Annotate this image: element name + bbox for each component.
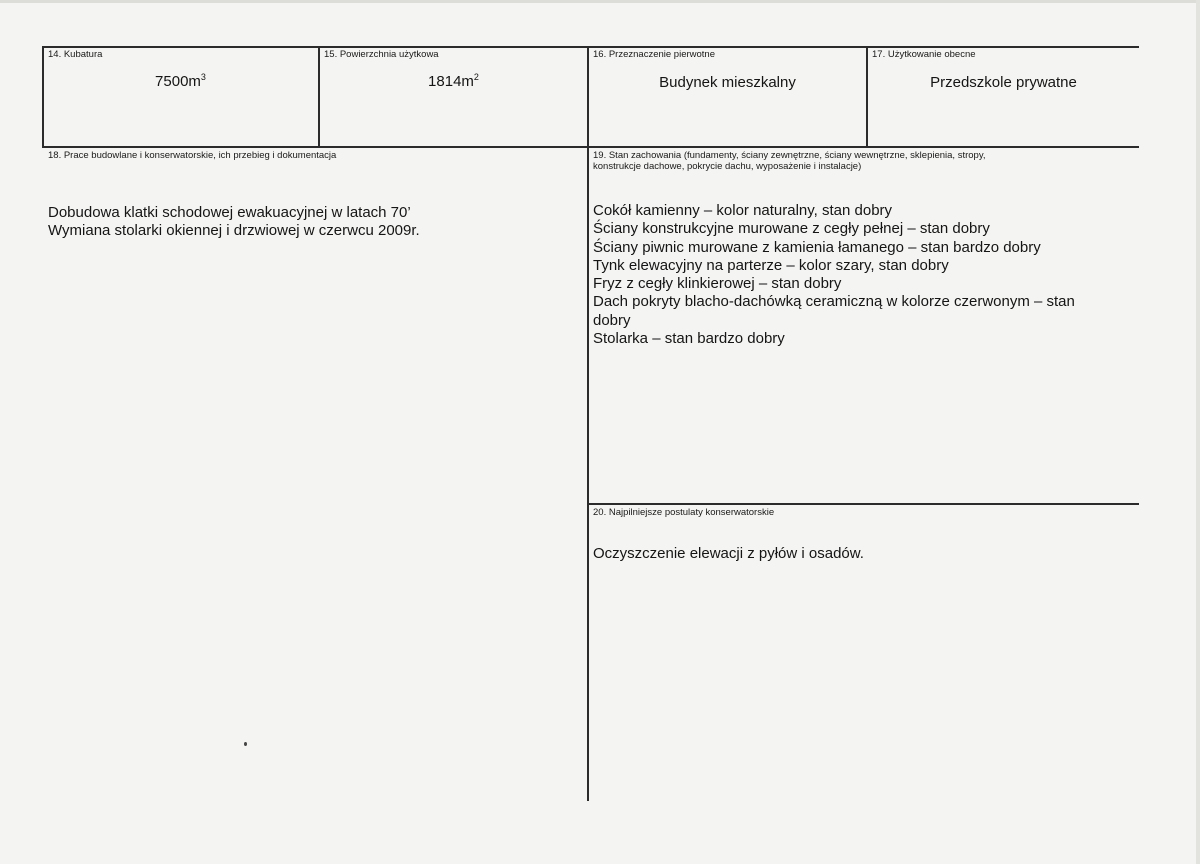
field-16-label: 16. Przeznaczenie pierwotne — [593, 49, 715, 60]
field-19-line: Stolarka – stan bardzo dobry — [593, 330, 785, 348]
volume-value: 7500m — [155, 73, 201, 90]
field-19-line: Cokół kamienny – kolor naturalny, stan dobry — [593, 202, 893, 219]
field-19-line: Tynk elewacyjny na parterze – kolor szary, stan dobry — [593, 256, 949, 274]
rule-top — [42, 46, 1139, 48]
field-18-line: Dobudowa klatki schodowej ewakuacyjnej w latach 70’ — [48, 204, 411, 221]
field-14-value — [43, 73, 318, 90]
field-14-label: 14. Kubatura — [48, 49, 103, 60]
field-18-content — [48, 204, 420, 241]
field-19-content — [593, 202, 1075, 348]
field-19-line: Dach pokryty blacho-dachówką ceramiczną w kolorze czerwonym – stan — [593, 293, 1075, 311]
field-20-line: Oczyszczenie elewacji z pyłów i osadów. — [593, 545, 864, 562]
field-19-line: Fryz z cegły klinkierowej – stan dobry — [593, 275, 842, 293]
rule-col1 — [318, 46, 320, 147]
field-18-label: 18. Prace budowlane i konserwatorskie, ich przebieg i dokumentacja — [48, 150, 337, 161]
field-19-label-line2: konstrukcje dachowe, pokrycie dachu, wyposażenie i instalacje) — [593, 161, 862, 172]
field-19-line: Ściany piwnic murowane z kamienia łamanego – stan bardzo dobry — [593, 238, 1041, 256]
field-19-line: dobry — [593, 311, 631, 329]
field-18-line: Wymiana stolarki okiennej i drzwiowej w czerwcu 2009r. — [48, 222, 420, 240]
field-20-label: 20. Najpilniejsze postulaty konserwatorskie — [593, 507, 775, 518]
field-17-label: 17. Użytkowanie obecne — [872, 49, 976, 60]
rule-field20-top — [587, 503, 1139, 505]
rule-col2 — [587, 46, 589, 801]
field-19-label-line1: 19. Stan zachowania (fundamenty, ściany zewnętrzne, ściany wewnętrzne, sklepienia, stropy, — [593, 150, 986, 161]
field-17-value: Przedszkole prywatne — [930, 74, 1077, 91]
rule-row1-bottom — [42, 146, 1139, 148]
rule-col3 — [866, 46, 868, 147]
field-20-content — [593, 545, 864, 563]
volume-unit-exponent: 3 — [200, 72, 206, 82]
rule-left — [42, 46, 44, 147]
scan-speck — [244, 742, 247, 746]
area-unit-exponent: 2 — [473, 72, 479, 82]
field-16-value: Budynek mieszkalny — [659, 74, 796, 91]
paper-edge-right — [1196, 0, 1200, 864]
field-19-line: Ściany konstrukcyjne murowane z cegły pełnej – stan dobry — [593, 220, 990, 238]
field-19-label — [593, 150, 986, 172]
field-15-label: 15. Powierzchnia użytkowa — [324, 49, 439, 60]
area-value: 1814m — [428, 73, 474, 90]
paper-edge-top — [0, 0, 1200, 3]
field-15-value — [320, 73, 587, 90]
